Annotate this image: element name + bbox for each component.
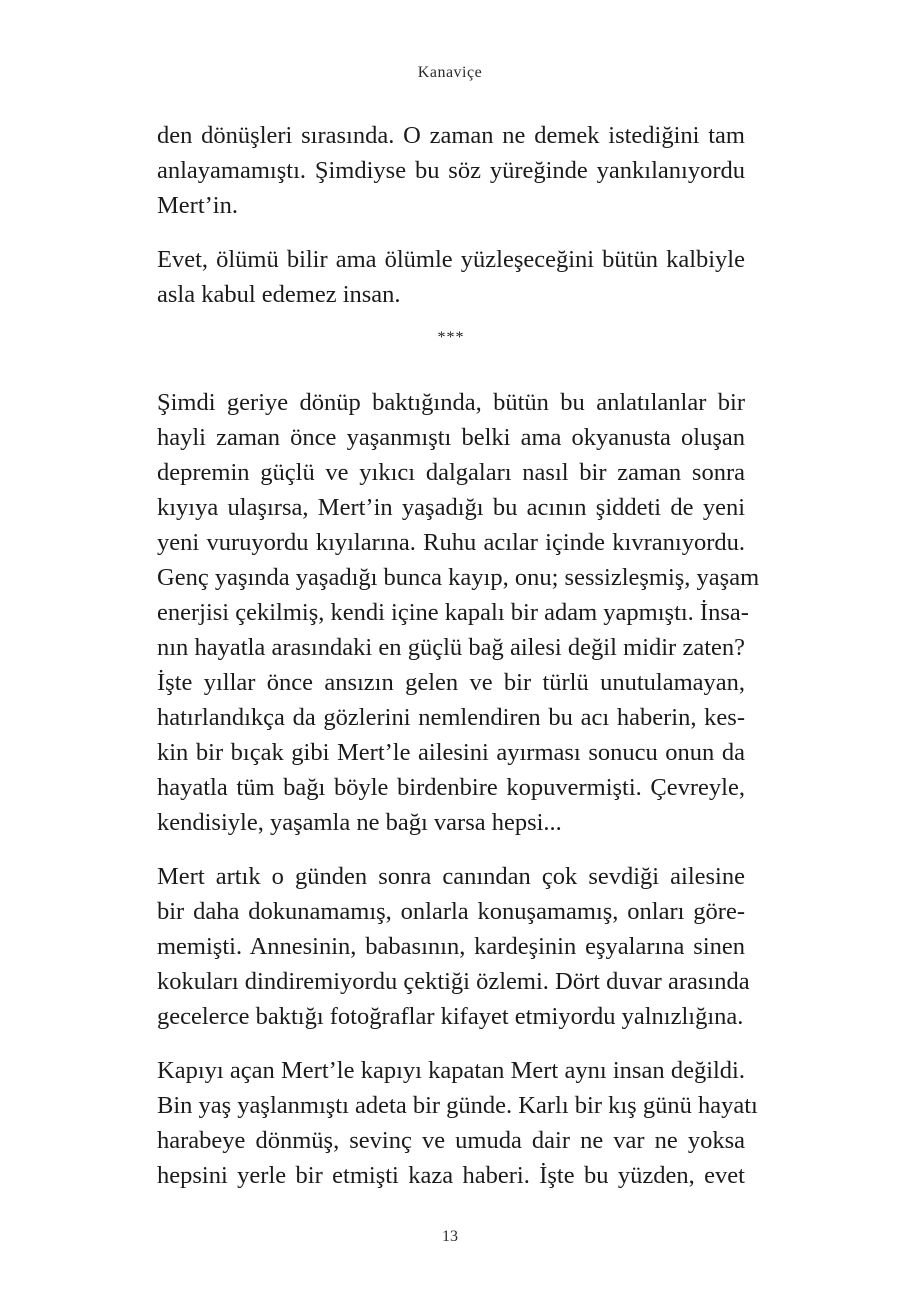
body-text [157, 118, 760, 1212]
paragraph [157, 1053, 758, 1193]
text-line: depremin güçlü ve yıkıcı dalgaları nasıl bir zaman sonra [157, 459, 745, 486]
text-line: kıyıya ulaşırsa, Mert’in yaşadığı bu acının şiddeti de yeni [157, 494, 745, 521]
paragraph [157, 385, 760, 840]
section-separator: *** [437, 329, 465, 346]
text-line: Kapıyı açan Mert’le kapıyı kapatan Mert aynı insan değildi. [157, 1057, 745, 1084]
text-line: hayli zaman önce yaşanmıştı belki ama okyanusta oluşan [157, 424, 745, 451]
text-line: memişti. Annesinin, babasının, kardeşinin eşyalarına sinen [157, 933, 745, 960]
text-line: hatırlandıkça da gözlerini nemlendiren bu acı haberin, kes- [157, 704, 745, 731]
text-line: asla kabul edemez insan. [157, 281, 401, 308]
text-line: harabeye dönmüş, sevinç ve umuda dair ne var ne yoksa [157, 1127, 745, 1154]
page-number: 13 [442, 1228, 458, 1245]
text-line: enerjisi çekilmiş, kendi içine kapalı bir adam yapmıştı. İnsa- [157, 599, 749, 626]
text-line: Genç yaşında yaşadığı bunca kayıp, onu; sessizleşmiş, yaşam [157, 564, 760, 591]
text-line: Mert’in. [157, 192, 238, 219]
text-line: anlayamamıştı. Şimdiyse bu söz yüreğinde yankılanıyordu [157, 157, 745, 184]
text-line: kendisiyle, yaşamla ne bağı varsa hepsi... [157, 809, 562, 836]
text-line: hepsini yerle bir etmişti kaza haberi. İşte bu yüzden, evet [157, 1162, 745, 1189]
text-line: Evet, ölümü bilir ama ölümle yüzleşeceğini bütün kalbiyle [157, 246, 745, 273]
text-line: bir daha dokunamamış, onlarla konuşamamış, onları göre- [157, 898, 745, 925]
paragraph [157, 859, 750, 1034]
text-line: İşte yıllar önce ansızın gelen ve bir türlü unutulamayan, [157, 669, 745, 696]
text-line: Şimdi geriye dönüp baktığında, bütün bu anlatılanlar bir [157, 389, 745, 416]
running-head: Kanaviçe [417, 64, 483, 81]
paragraph [157, 118, 745, 223]
text-line: Mert artık o günden sonra canından çok sevdiği ailesine [157, 863, 745, 890]
text-line: nın hayatla arasındaki en güçlü bağ ailesi değil midir zaten? [157, 634, 745, 661]
paragraph [157, 242, 745, 312]
text-line: hayatla tüm bağı böyle birdenbire kopuvermişti. Çevreyle, [157, 774, 745, 801]
text-line: den dönüşleri sırasında. O zaman ne demek istediğini tam [157, 122, 745, 149]
text-line: kin bir bıçak gibi Mert’le ailesini ayırması sonucu onun da [157, 739, 745, 766]
text-line: yeni vuruyordu kıyılarına. Ruhu acılar içinde kıvranıyordu. [157, 529, 745, 556]
text-line: gecelerce baktığı fotoğraflar kifayet etmiyordu yalnızlığına. [157, 1003, 744, 1030]
text-line: Bin yaş yaşlanmıştı adeta bir günde. Karlı bir kış günü hayatı [157, 1092, 758, 1119]
text-line: kokuları dindiremiyordu çektiği özlemi. Dört duvar arasında [157, 968, 750, 995]
